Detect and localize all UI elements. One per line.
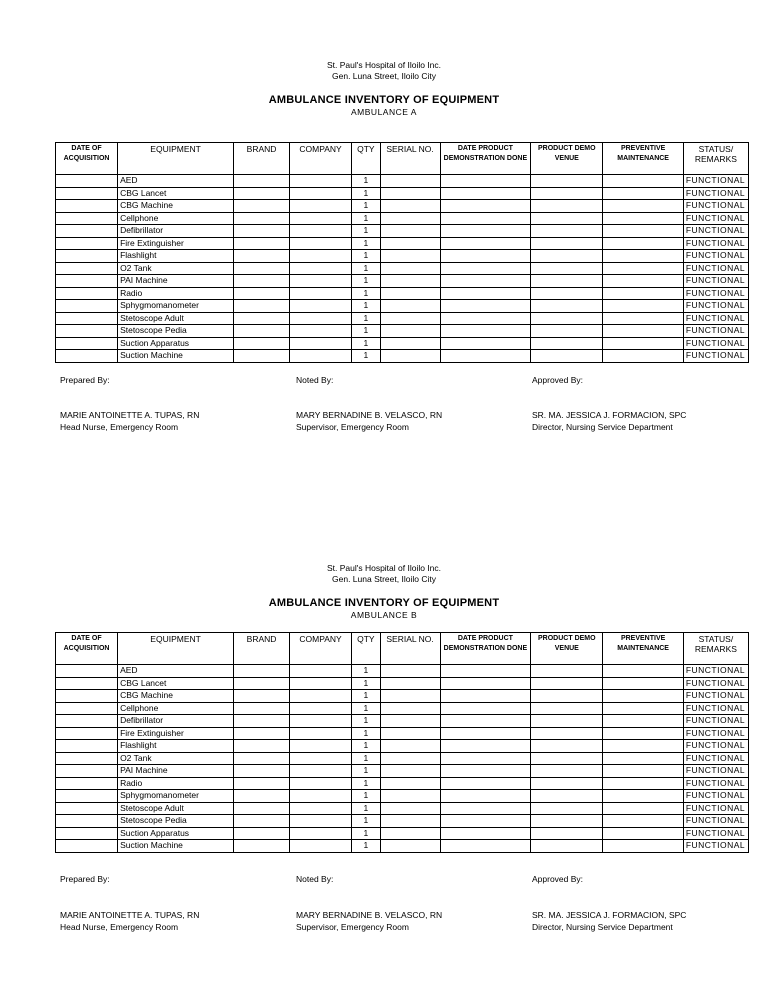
cell-status: FUNCTIONAL xyxy=(683,765,748,778)
col-brand-header: BRAND xyxy=(234,143,290,175)
cell-equipment: Sphygmomanometer xyxy=(118,790,234,803)
table-row xyxy=(56,665,749,678)
cell-maintenance xyxy=(603,752,683,765)
cell-maintenance xyxy=(603,727,683,740)
table-row xyxy=(56,840,749,853)
cell-demo-venue xyxy=(531,752,603,765)
col-maintenance-header: PREVENTIVE MAINTENANCE xyxy=(603,633,683,665)
cell-date xyxy=(56,715,118,728)
cell-qty: 1 xyxy=(352,690,380,703)
hospital-name: St. Paul's Hospital of Iloilo Inc. xyxy=(326,563,442,573)
cell-status: FUNCTIONAL xyxy=(683,225,748,238)
cell-brand xyxy=(234,752,290,765)
cell-equipment: Defibrillator xyxy=(118,225,234,238)
table-body xyxy=(56,665,749,853)
noted-by-label: Noted By: xyxy=(296,874,334,884)
cell-maintenance xyxy=(603,790,683,803)
cell-qty: 1 xyxy=(352,715,380,728)
cell-qty: 1 xyxy=(352,740,380,753)
cell-status: FUNCTIONAL xyxy=(683,262,748,275)
cell-brand xyxy=(234,790,290,803)
cell-maintenance xyxy=(603,740,683,753)
cell-demo-done xyxy=(440,740,531,753)
table-row xyxy=(56,740,749,753)
cell-maintenance xyxy=(603,690,683,703)
cell-demo-done xyxy=(440,840,531,853)
approved-by-label: Approved By: xyxy=(532,874,584,884)
cell-maintenance xyxy=(603,677,683,690)
cell-demo-done xyxy=(440,715,531,728)
cell-qty: 1 xyxy=(352,175,380,188)
cell-company xyxy=(290,777,352,790)
cell-equipment: Suction Machine xyxy=(118,350,234,363)
cell-equipment: Stetoscope Adult xyxy=(118,802,234,815)
prepared-by-block xyxy=(60,909,199,933)
cell-maintenance xyxy=(603,665,683,678)
table-row xyxy=(56,727,749,740)
table-row xyxy=(56,752,749,765)
cell-qty: 1 xyxy=(352,262,380,275)
noted-by-label: Noted By: xyxy=(296,375,334,385)
col-equipment-header: EQUIPMENT xyxy=(118,143,234,175)
cell-status: FUNCTIONAL xyxy=(683,250,748,263)
table-row xyxy=(56,790,749,803)
col-date-header: DATE OF ACQUISITION xyxy=(56,633,118,665)
cell-brand xyxy=(234,727,290,740)
cell-date xyxy=(56,727,118,740)
cell-status: FUNCTIONAL xyxy=(683,187,748,200)
col-demo-done-header: DATE PRODUCT DEMONSTRATION DONE xyxy=(440,143,531,175)
prepared-by-label: Prepared By: xyxy=(60,375,110,385)
hospital-address: Gen. Luna Street, Iloilo City xyxy=(332,574,436,584)
cell-equipment: Fire Extinguisher xyxy=(118,727,234,740)
cell-date xyxy=(56,765,118,778)
cell-maintenance xyxy=(603,802,683,815)
cell-status: FUNCTIONAL xyxy=(683,752,748,765)
inventory-table xyxy=(55,632,749,853)
cell-company xyxy=(290,690,352,703)
cell-status: FUNCTIONAL xyxy=(683,300,748,313)
cell-maintenance xyxy=(603,702,683,715)
cell-status: FUNCTIONAL xyxy=(683,237,748,250)
cell-equipment: CBG Machine xyxy=(118,200,234,213)
col-equipment-header: EQUIPMENT xyxy=(118,633,234,665)
cell-demo-done xyxy=(440,802,531,815)
table-row xyxy=(56,677,749,690)
cell-serial xyxy=(380,677,440,690)
cell-maintenance xyxy=(603,840,683,853)
cell-status: FUNCTIONAL xyxy=(683,690,748,703)
col-company-header: COMPANY xyxy=(290,633,352,665)
cell-qty: 1 xyxy=(352,312,380,325)
cell-demo-done xyxy=(440,677,531,690)
cell-status: FUNCTIONAL xyxy=(683,827,748,840)
prepared-by-name: MARIE ANTOINETTE A. TUPAS, RN xyxy=(60,410,200,420)
page-title: AMBULANCE INVENTORY OF EQUIPMENT xyxy=(268,597,500,609)
cell-equipment: Suction Apparatus xyxy=(118,827,234,840)
cell-company xyxy=(290,827,352,840)
cell-qty: 1 xyxy=(352,827,380,840)
cell-demo-venue xyxy=(531,827,603,840)
cell-demo-venue xyxy=(531,702,603,715)
cell-qty: 1 xyxy=(352,337,380,350)
cell-equipment: Stetoscope Pedia xyxy=(118,815,234,828)
cell-demo-done xyxy=(440,752,531,765)
approved-by-role: Director, Nursing Service Department xyxy=(532,422,673,432)
col-company-header: COMPANY xyxy=(290,143,352,175)
cell-date xyxy=(56,677,118,690)
cell-status: FUNCTIONAL xyxy=(683,727,748,740)
cell-equipment: Radio xyxy=(118,287,234,300)
cell-demo-venue xyxy=(531,740,603,753)
cell-qty: 1 xyxy=(352,702,380,715)
cell-demo-done xyxy=(440,665,531,678)
prepared-by-role: Head Nurse, Emergency Room xyxy=(60,422,179,432)
page-title: AMBULANCE INVENTORY OF EQUIPMENT xyxy=(268,94,500,106)
cell-equipment: Stetoscope Adult xyxy=(118,312,234,325)
cell-company xyxy=(290,665,352,678)
noted-by-block xyxy=(296,909,442,933)
cell-date xyxy=(56,802,118,815)
cell-company xyxy=(290,715,352,728)
cell-status: FUNCTIONAL xyxy=(683,665,748,678)
cell-equipment: AED xyxy=(118,665,234,678)
cell-serial xyxy=(380,665,440,678)
cell-equipment: Cellphone xyxy=(118,702,234,715)
cell-qty: 1 xyxy=(352,237,380,250)
cell-demo-venue xyxy=(531,765,603,778)
cell-qty: 1 xyxy=(352,225,380,238)
cell-demo-done xyxy=(440,777,531,790)
cell-serial xyxy=(380,827,440,840)
cell-demo-done xyxy=(440,690,531,703)
cell-serial xyxy=(380,790,440,803)
cell-company xyxy=(290,727,352,740)
cell-maintenance xyxy=(603,715,683,728)
cell-brand xyxy=(234,840,290,853)
col-demo-done-header: DATE PRODUCT DEMONSTRATION DONE xyxy=(440,633,531,665)
page-subtitle: AMBULANCE A xyxy=(351,107,417,117)
cell-company xyxy=(290,840,352,853)
noted-by-role: Supervisor, Emergency Room xyxy=(296,422,409,432)
cell-demo-venue xyxy=(531,815,603,828)
cell-qty: 1 xyxy=(352,275,380,288)
cell-status: FUNCTIONAL xyxy=(683,337,748,350)
cell-serial xyxy=(380,715,440,728)
cell-brand xyxy=(234,802,290,815)
cell-equipment: AED xyxy=(118,175,234,188)
cell-equipment: PAI Machine xyxy=(118,275,234,288)
approved-by-block xyxy=(532,909,686,933)
table-row xyxy=(56,777,749,790)
approved-by-role: Director, Nursing Service Department xyxy=(532,922,673,932)
cell-brand xyxy=(234,690,290,703)
approved-by-name: SR. MA. JESSICA J. FORMACION, SPC xyxy=(532,410,687,420)
cell-company xyxy=(290,815,352,828)
col-date-header: DATE OF ACQUISITION xyxy=(56,143,118,175)
cell-date xyxy=(56,752,118,765)
cell-brand xyxy=(234,815,290,828)
cell-qty: 1 xyxy=(352,350,380,363)
cell-equipment: Cellphone xyxy=(118,212,234,225)
cell-maintenance xyxy=(603,827,683,840)
cell-equipment: Radio xyxy=(118,777,234,790)
table-row xyxy=(56,702,749,715)
cell-equipment: Stetoscope Pedia xyxy=(118,325,234,338)
cell-serial xyxy=(380,740,440,753)
cell-equipment: CBG Lancet xyxy=(118,677,234,690)
approved-by-name: SR. MA. JESSICA J. FORMACION, SPC xyxy=(532,910,687,920)
table-row xyxy=(56,765,749,778)
cell-company xyxy=(290,765,352,778)
cell-qty: 1 xyxy=(352,815,380,828)
cell-demo-venue xyxy=(531,677,603,690)
cell-demo-venue xyxy=(531,690,603,703)
cell-qty: 1 xyxy=(352,840,380,853)
cell-status: FUNCTIONAL xyxy=(683,790,748,803)
cell-serial xyxy=(380,765,440,778)
cell-brand xyxy=(234,702,290,715)
cell-serial xyxy=(380,802,440,815)
col-demo-venue-header: PRODUCT DEMO VENUE xyxy=(531,143,603,175)
cell-company xyxy=(290,790,352,803)
approved-by-label: Approved By: xyxy=(532,375,584,385)
noted-by-role: Supervisor, Emergency Room xyxy=(296,922,409,932)
cell-demo-venue xyxy=(531,727,603,740)
cell-serial xyxy=(380,840,440,853)
cell-qty: 1 xyxy=(352,802,380,815)
cell-date xyxy=(56,690,118,703)
col-status-header: STATUS/ REMARKS xyxy=(683,143,748,175)
cell-equipment: Defibrillator xyxy=(118,715,234,728)
cell-status: FUNCTIONAL xyxy=(683,715,748,728)
cell-brand xyxy=(234,765,290,778)
cell-equipment: Sphygmomanometer xyxy=(118,300,234,313)
cell-demo-done xyxy=(440,727,531,740)
cell-status: FUNCTIONAL xyxy=(683,702,748,715)
cell-qty: 1 xyxy=(352,200,380,213)
cell-qty: 1 xyxy=(352,187,380,200)
cell-date xyxy=(56,777,118,790)
cell-maintenance xyxy=(603,765,683,778)
cell-equipment: Suction Machine xyxy=(118,840,234,853)
cell-date xyxy=(56,740,118,753)
cell-brand xyxy=(234,740,290,753)
cell-qty: 1 xyxy=(352,212,380,225)
cell-maintenance xyxy=(603,815,683,828)
cell-company xyxy=(290,677,352,690)
cell-maintenance xyxy=(603,777,683,790)
prepared-by-label: Prepared By: xyxy=(60,874,110,884)
cell-serial xyxy=(380,752,440,765)
cell-date xyxy=(56,702,118,715)
cell-date xyxy=(56,840,118,853)
hospital-name: St. Paul's Hospital of Iloilo Inc. xyxy=(326,60,442,70)
cell-brand xyxy=(234,665,290,678)
cell-company xyxy=(290,702,352,715)
cell-status: FUNCTIONAL xyxy=(683,815,748,828)
cell-date xyxy=(56,815,118,828)
cell-qty: 1 xyxy=(352,250,380,263)
cell-serial xyxy=(380,727,440,740)
cell-company xyxy=(290,802,352,815)
prepared-by-name: MARIE ANTOINETTE A. TUPAS, RN xyxy=(60,910,200,920)
cell-demo-done xyxy=(440,790,531,803)
cell-date xyxy=(56,790,118,803)
table-row xyxy=(56,715,749,728)
table-row xyxy=(56,815,749,828)
cell-brand xyxy=(234,677,290,690)
col-qty-header: QTY xyxy=(352,143,380,175)
hospital-address: Gen. Luna Street, Iloilo City xyxy=(332,71,436,81)
cell-demo-done xyxy=(440,827,531,840)
cell-qty: 1 xyxy=(352,287,380,300)
cell-demo-venue xyxy=(531,840,603,853)
cell-qty: 1 xyxy=(352,325,380,338)
cell-qty: 1 xyxy=(352,677,380,690)
col-status-header: STATUS/ REMARKS xyxy=(683,633,748,665)
cell-status: FUNCTIONAL xyxy=(683,200,748,213)
cell-date xyxy=(56,665,118,678)
cell-status: FUNCTIONAL xyxy=(683,777,748,790)
cell-demo-venue xyxy=(531,802,603,815)
cell-status: FUNCTIONAL xyxy=(683,740,748,753)
col-serial-header: SERIAL NO. xyxy=(380,143,440,175)
cell-demo-venue xyxy=(531,777,603,790)
cell-equipment: Flashlight xyxy=(118,250,234,263)
cell-equipment: Fire Extinguisher xyxy=(118,237,234,250)
cell-qty: 1 xyxy=(352,665,380,678)
cell-status: FUNCTIONAL xyxy=(683,802,748,815)
cell-qty: 1 xyxy=(352,777,380,790)
cell-equipment: O2 Tank xyxy=(118,752,234,765)
cell-status: FUNCTIONAL xyxy=(683,175,748,188)
col-maintenance-header: PREVENTIVE MAINTENANCE xyxy=(603,143,683,175)
cell-equipment: PAI Machine xyxy=(118,765,234,778)
cell-serial xyxy=(380,690,440,703)
cell-status: FUNCTIONAL xyxy=(683,275,748,288)
cell-demo-done xyxy=(440,815,531,828)
cell-qty: 1 xyxy=(352,752,380,765)
cell-company xyxy=(290,752,352,765)
cell-status: FUNCTIONAL xyxy=(683,350,748,363)
prepared-by-role: Head Nurse, Emergency Room xyxy=(60,922,179,932)
cell-equipment: Suction Apparatus xyxy=(118,337,234,350)
table-row xyxy=(56,802,749,815)
cell-equipment: CBG Lancet xyxy=(118,187,234,200)
cell-qty: 1 xyxy=(352,300,380,313)
table-header-row xyxy=(56,633,749,665)
col-brand-header: BRAND xyxy=(234,633,290,665)
page-subtitle: AMBULANCE B xyxy=(350,610,418,620)
cell-brand xyxy=(234,715,290,728)
cell-demo-venue xyxy=(531,665,603,678)
cell-demo-venue xyxy=(531,790,603,803)
cell-status: FUNCTIONAL xyxy=(683,212,748,225)
col-qty-header: QTY xyxy=(352,633,380,665)
cell-demo-done xyxy=(440,765,531,778)
cell-demo-done xyxy=(440,702,531,715)
cell-brand xyxy=(234,827,290,840)
cell-equipment: Flashlight xyxy=(118,740,234,753)
cell-demo-venue xyxy=(531,715,603,728)
cell-date xyxy=(56,827,118,840)
cell-serial xyxy=(380,702,440,715)
noted-by-name: MARY BERNADINE B. VELASCO, RN xyxy=(296,410,443,420)
cell-serial xyxy=(380,777,440,790)
cell-company xyxy=(290,740,352,753)
cell-brand xyxy=(234,777,290,790)
cell-qty: 1 xyxy=(352,765,380,778)
table-row xyxy=(56,827,749,840)
cell-equipment: O2 Tank xyxy=(118,262,234,275)
noted-by-name: MARY BERNADINE B. VELASCO, RN xyxy=(296,910,443,920)
cell-qty: 1 xyxy=(352,790,380,803)
cell-status: FUNCTIONAL xyxy=(683,287,748,300)
col-demo-venue-header: PRODUCT DEMO VENUE xyxy=(531,633,603,665)
table-row xyxy=(56,690,749,703)
cell-status: FUNCTIONAL xyxy=(683,840,748,853)
cell-status: FUNCTIONAL xyxy=(683,325,748,338)
cell-status: FUNCTIONAL xyxy=(683,312,748,325)
cell-status: FUNCTIONAL xyxy=(683,677,748,690)
cell-qty: 1 xyxy=(352,727,380,740)
col-serial-header: SERIAL NO. xyxy=(380,633,440,665)
cell-equipment: CBG Machine xyxy=(118,690,234,703)
cell-serial xyxy=(380,815,440,828)
